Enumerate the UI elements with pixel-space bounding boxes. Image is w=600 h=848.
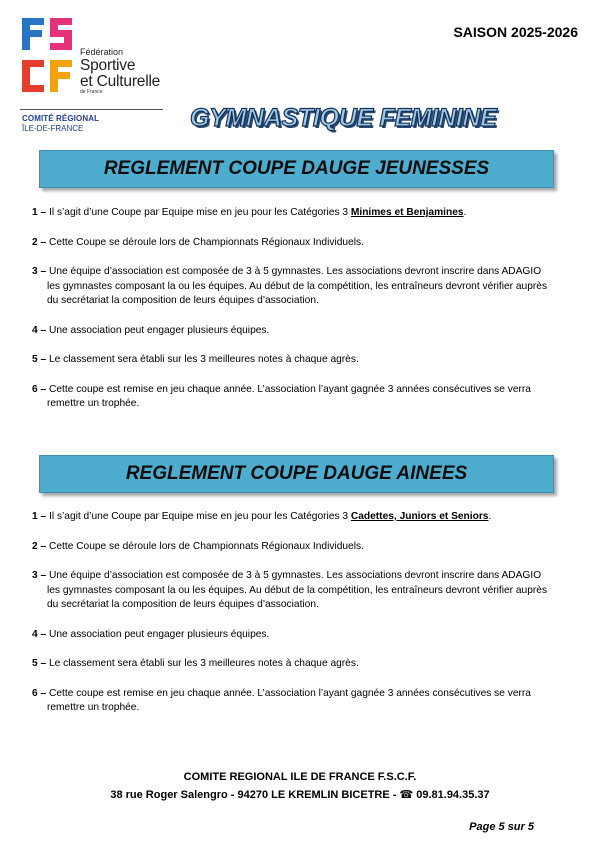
rule-text: Cette Coupe se déroule lors de Championnats Régionaux Individuels. xyxy=(49,236,364,248)
section-banner-ainees: REGLEMENT COUPE DAUGE AINEES xyxy=(39,455,554,493)
logo-comite: COMITÉ RÉGIONAL xyxy=(22,114,100,123)
rule-highlight: Cadettes, Juniors et Seniors xyxy=(350,511,489,522)
logo-text xyxy=(80,48,160,95)
season-label: SAISON 2025-2026 xyxy=(453,24,578,40)
fscf-logo-mark-icon xyxy=(20,16,76,100)
rule-text-end: . xyxy=(488,511,492,522)
rule-text: Le classement sera établi sur les 3 meilleures notes à chaque agrès. xyxy=(49,354,359,365)
logo-region: ÎLE-DE-FRANCE xyxy=(22,124,84,133)
footer-address-text: 38 rue Roger Salengro - 94270 LE KREMLIN BICETRE - xyxy=(110,789,400,801)
rule-number: 1 – xyxy=(32,207,47,218)
footer-organization: COMITE REGIONAL ILE DE FRANCE F.S.C.F. xyxy=(183,771,417,783)
rule-text: Une association peut engager plusieurs équipes. xyxy=(49,324,270,336)
rule-number: 2 – xyxy=(32,236,47,248)
rule-text: Il s’agit d’une Coupe par Equipe mise en jeu pour les Catégories 3 xyxy=(49,511,351,522)
rule-text: Cette coupe est remise en jeu chaque année. L’association l’ayant gagnée 3 années consécutives se verra remettre un trophée. xyxy=(47,383,531,409)
rule-text: Une équipe d’association est composée de 3 à 5 gymnastes. Les associations devront inscrire dans ADAGIO les gymnastes composant la ou les équipes. Au début de la compétition, les entraîneurs devront vérifier auprès du secrétariat la composition de leurs équipes d’association. xyxy=(47,266,548,306)
rules-list-jeunesses xyxy=(32,206,552,427)
rule-text: Le classement sera établi sur les 3 meilleures notes à chaque agrès. xyxy=(49,658,359,669)
rule-item xyxy=(32,687,552,716)
rule-number: 3 – xyxy=(32,266,47,277)
rule-item xyxy=(32,265,552,309)
rule-text-end: . xyxy=(463,207,467,218)
rule-number: 6 – xyxy=(32,383,47,395)
rule-text: Une équipe d’association est composée de 3 à 5 gymnastes. Les associations devront inscrire dans ADAGIO les gymnastes composant la ou les équipes. Au début de la compétition, les entraîneurs devront vérifier auprès du secrétariat la composition de leurs équipes d’association. xyxy=(47,570,548,610)
logo-line3: et Culturelle xyxy=(80,72,161,90)
rule-number: 6 – xyxy=(32,687,47,699)
logo-line1: Fédération xyxy=(80,47,124,57)
rule-number: 3 – xyxy=(32,570,47,581)
logo-divider xyxy=(20,109,163,110)
rule-item xyxy=(32,353,552,368)
section-banner-jeunesses: REGLEMENT COUPE DAUGE JEUNESSES xyxy=(39,150,554,188)
rule-item xyxy=(32,206,552,221)
rule-item xyxy=(32,383,552,412)
page-title: GYMNASTIQUE FEMININE xyxy=(190,104,497,132)
rule-item xyxy=(32,540,552,555)
rule-text: Cette coupe est remise en jeu chaque année. L’association l’ayant gagnée 3 années consécutives se verra remettre un trophée. xyxy=(47,687,531,713)
rule-number: 4 – xyxy=(32,324,47,336)
phone-icon: ☎ xyxy=(399,789,414,801)
rule-number: 1 – xyxy=(32,511,47,522)
rule-text: Il s’agit d’une Coupe par Equipe mise en jeu pour les Catégories 3 xyxy=(49,207,351,218)
rule-highlight: Minimes et Benjamines xyxy=(350,207,464,218)
rule-text: Cette Coupe se déroule lors de Championnats Régionaux Individuels. xyxy=(49,540,364,552)
rule-item xyxy=(32,324,552,339)
logo-line2: Sportive xyxy=(80,57,136,74)
page-number: Page 5 sur 5 xyxy=(469,821,534,833)
rule-item xyxy=(32,236,552,251)
rule-number: 5 – xyxy=(32,658,47,669)
rule-number: 2 – xyxy=(32,540,47,552)
rules-list-ainees xyxy=(32,510,552,731)
rule-item xyxy=(32,569,552,613)
footer-address xyxy=(0,788,600,801)
rule-number: 4 – xyxy=(32,628,47,640)
rule-number: 5 – xyxy=(32,354,47,365)
logo-line4: de France xyxy=(80,89,103,95)
rule-text: Une association peut engager plusieurs équipes. xyxy=(49,628,270,640)
footer-phone: 09.81.94.35.37 xyxy=(416,789,490,801)
rule-item xyxy=(32,657,552,672)
rule-item xyxy=(32,510,552,525)
rule-item xyxy=(32,628,552,643)
